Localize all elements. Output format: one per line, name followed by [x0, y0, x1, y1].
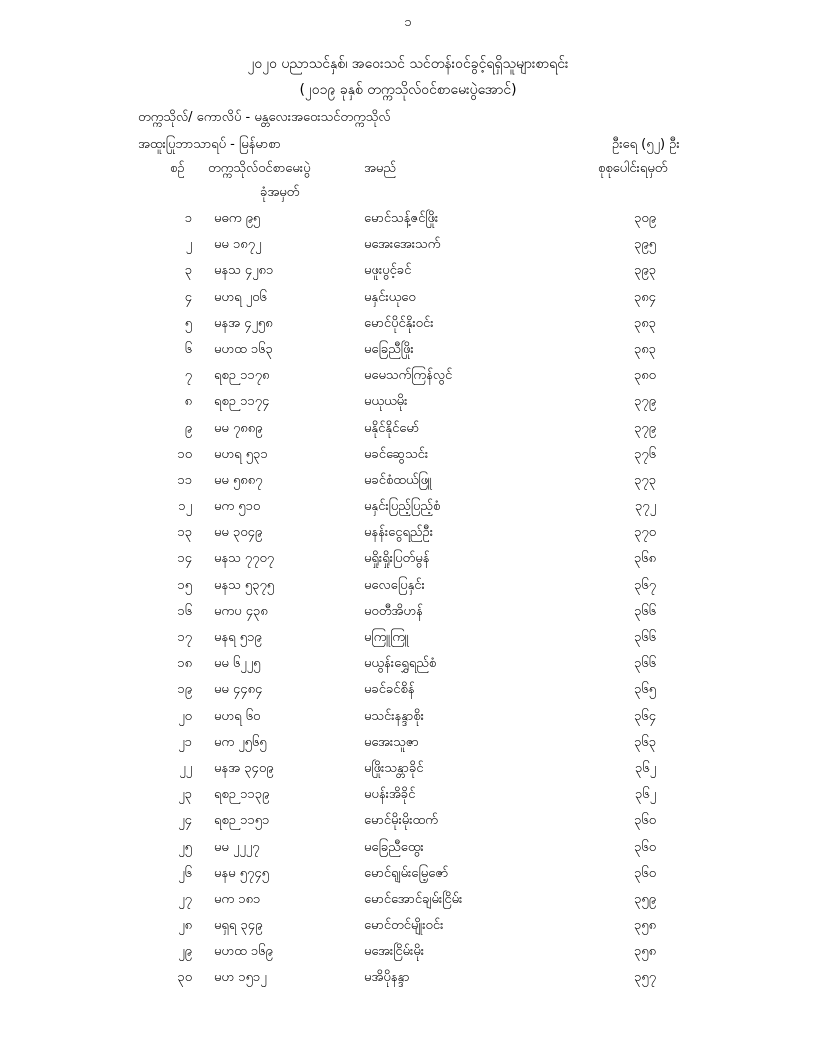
marks-cell: ၃၆၇ — [634, 577, 656, 593]
roll-number-cell: မဟ ၁၅၁၂ — [214, 970, 267, 986]
serial-no-cell: ၁၁ — [177, 472, 192, 488]
serial-no-cell: ၂၂ — [179, 760, 192, 776]
table-row — [0, 834, 816, 860]
serial-no-cell: ၂၀ — [178, 708, 192, 724]
name-cell: မောင်ပိုင်နိုးဝင်း — [364, 315, 434, 331]
serial-no-cell: ၁၅ — [177, 577, 192, 593]
serial-no-cell: ၂ — [185, 237, 192, 253]
marks-cell: ၃၇၃ — [634, 472, 656, 488]
header-roll-number: တက္ကသိုလ်ဝင်စာမေးပွဲ — [208, 161, 311, 176]
roll-number-cell: မဟထ ၁၆၉ — [214, 944, 273, 960]
table-row — [0, 545, 816, 571]
roll-number-cell: မက ၁၈၁ — [214, 891, 261, 907]
marks-cell: ၃၅၈ — [633, 918, 656, 934]
serial-no-cell: ၁၂ — [178, 499, 192, 515]
name-cell: မပန်းအိခိုင် — [364, 787, 416, 803]
roll-number-cell: မမ ၃၀၄၉ — [214, 525, 263, 541]
serial-no-cell: ၁ — [184, 211, 192, 226]
name-cell: မကြူကြူ — [364, 630, 409, 645]
table-row — [0, 388, 816, 414]
name-cell: မအေးသူဇာ — [364, 734, 419, 750]
name-cell: မသင်းနန္ဒာစိုး — [364, 708, 424, 724]
roll-number-cell: ရစဉ ၁၁၃၉ — [214, 787, 270, 803]
serial-no-cell: ၂၄ — [178, 813, 192, 829]
table-row — [0, 257, 816, 283]
results-table — [0, 205, 816, 991]
header-serial-no: စဉ် — [170, 161, 185, 176]
roll-number-cell: မက ၂၅၆၅ — [214, 734, 267, 750]
name-cell: မဖြိုးသန္တာခိုင် — [364, 760, 424, 776]
roll-number-cell: မမ ၆၂၂၅ — [214, 656, 261, 672]
name-cell: မနိုင်နိုင်မော် — [364, 420, 420, 436]
name-cell: မယွန်းရွှေရည်စံ — [364, 656, 437, 672]
serial-no-cell: ၁၆ — [177, 603, 192, 619]
name-cell: မနန်းငွေရည်ဦး — [364, 525, 433, 541]
marks-cell: ၃၇၉ — [634, 394, 656, 410]
roll-number-cell: မကပ ၄၃၈ — [214, 603, 268, 619]
name-cell: မောင်အောင်ချမ်းငြိမ်း — [364, 891, 463, 907]
roll-number-cell: ရစဉ ၁၁၇၄ — [214, 394, 270, 410]
document-title: ၂၀၂၀ ပညာသင်နှစ်၊ အဝေးသင် သင်တန်းဝင်ခွင့်ရရှိသူများစာရင်း — [247, 56, 569, 72]
header-name: အမည် — [364, 161, 396, 176]
serial-no-cell: ၁၃ — [177, 525, 192, 541]
roll-number-cell: မဓက ၉၅ — [214, 211, 261, 226]
table-row — [0, 284, 816, 310]
table-row — [0, 650, 816, 676]
name-cell: မလေပြေနှင်း — [364, 577, 425, 593]
name-cell: မအေးငြိမ်းမိုး — [364, 944, 425, 960]
roll-number-cell: မဟရ ၆၀ — [214, 708, 261, 724]
marks-cell: ၃၉၅ — [634, 237, 656, 253]
name-cell: မမေသက်ကြန်လွင် — [364, 368, 453, 384]
roll-number-cell: မဟထ ၁၆၃ — [214, 341, 273, 357]
roll-number-cell: ရစဉ ၁၁၇၈ — [214, 368, 270, 384]
serial-no-cell: ၁၇ — [177, 630, 192, 645]
table-row — [0, 231, 816, 257]
serial-no-cell: ၁၄ — [177, 551, 192, 567]
table-row — [0, 807, 816, 833]
table-row — [0, 912, 816, 938]
name-cell: မအေးအေးသက် — [364, 237, 441, 253]
name-cell: မဖူးပွင့်ခင် — [364, 263, 412, 279]
marks-cell: ၃၆၀ — [634, 813, 656, 829]
table-row — [0, 310, 816, 336]
marks-cell: ၃၈၀ — [633, 368, 656, 384]
name-cell: မခြေညီဖြိုး — [364, 341, 414, 357]
roll-number-cell: မနသ ၇၇၀၇ — [214, 551, 275, 567]
marks-cell: ၃၆၈ — [633, 551, 656, 567]
marks-cell: ၃၆၀ — [634, 839, 656, 855]
serial-no-cell: ၂၅ — [178, 839, 192, 855]
name-cell: မောင်မိုးမိုးထက် — [364, 813, 438, 829]
table-row — [0, 572, 816, 598]
serial-no-cell: ၁၉ — [177, 682, 192, 698]
marks-cell: ၃၅၉ — [634, 891, 656, 907]
marks-cell: ၃၅၈ — [633, 944, 656, 960]
marks-cell: ၃၇၉ — [634, 420, 656, 436]
serial-no-cell: ၁၀ — [177, 446, 192, 462]
table-row — [0, 598, 816, 624]
marks-cell: ၃၈၄ — [633, 289, 656, 305]
roll-number-cell: မနရ ၅၁၉ — [214, 630, 262, 645]
serial-no-cell: ၂၇ — [178, 891, 192, 907]
marks-cell: ၃၈၃ — [633, 315, 656, 331]
roll-number-cell: မမ ၁၈၇၂ — [214, 237, 262, 253]
name-cell: မခင်ဆွေသင်း — [364, 446, 429, 462]
name-cell: မခင်ခင်စိန် — [364, 682, 415, 698]
table-row — [0, 860, 816, 886]
table-row — [0, 886, 816, 912]
roll-number-cell: မက ၅၁၀ — [214, 499, 261, 515]
table-row — [0, 964, 816, 990]
header-total-marks: စုစုပေါင်းရမှတ် — [598, 161, 668, 176]
roll-number-cell: မနသ ၅၃၇၅ — [214, 577, 275, 593]
name-cell: မခြေညီထွေး — [364, 839, 424, 855]
name-cell: မရှိုးရှိုးပြတ်မွန် — [364, 551, 430, 567]
serial-no-cell: ၂၉ — [178, 944, 192, 960]
marks-cell: ၃၅၇ — [634, 970, 656, 986]
name-cell: မောင်တင်မျိုးဝင်း — [364, 918, 444, 934]
roll-number-cell: မနအ ၄၂၅၈ — [214, 315, 273, 331]
roll-number-cell: မမ ၂၂၂၇ — [214, 839, 260, 855]
table-row — [0, 755, 816, 781]
table-row — [0, 362, 816, 388]
serial-no-cell: ၆ — [184, 341, 192, 357]
serial-no-cell: ၄ — [184, 289, 192, 305]
marks-cell: ၃၀၉ — [634, 211, 656, 226]
table-row — [0, 703, 816, 729]
serial-no-cell: ၅ — [184, 315, 192, 331]
table-row — [0, 467, 816, 493]
serial-no-cell: ၂၁ — [178, 734, 192, 750]
table-row — [0, 938, 816, 964]
serial-no-cell: ၂၃ — [178, 787, 192, 803]
name-cell: မခင်စံထယ်ဖြူ — [364, 472, 432, 488]
marks-cell: ၃၆၀ — [634, 865, 656, 881]
roll-number-cell: မနအ ၃၄၀၉ — [214, 760, 274, 776]
name-cell: မအိပိုနန္ဒာ — [364, 970, 410, 986]
serial-no-cell: ၂၆ — [178, 865, 192, 881]
table-row — [0, 519, 816, 545]
marks-cell: ၃၇၆ — [634, 446, 656, 462]
serial-no-cell: ၂၈ — [178, 918, 192, 934]
roll-number-cell: မနမ ၅၇၄၅ — [214, 865, 269, 881]
marks-cell: ၃၆၂ — [634, 760, 656, 776]
name-cell: မယုယမိုး — [364, 394, 408, 410]
table-row — [0, 205, 816, 231]
name-cell: မနှင်းပြည့်ပြည့်စံ — [364, 499, 441, 515]
marks-cell: ၃၉၃ — [634, 263, 656, 279]
marks-cell: ၃၆၆ — [634, 603, 656, 619]
university-line: တက္ကသိုလ်/ ကောလိပ် - မန္တလေးအဝေးသင်တက္ကသိုလ် — [138, 110, 391, 125]
table-row — [0, 676, 816, 702]
table-row — [0, 415, 816, 441]
marks-cell: ၃၇၂ — [634, 499, 656, 515]
page-number: ၁ — [404, 15, 412, 30]
subject-line: အထူးပြုဘာသာရပ် - မြန်မာစာ — [138, 137, 281, 152]
name-cell: မောင်သန့်ဇင်ဖြိုး — [364, 211, 439, 226]
marks-cell: ၃၆၂ — [634, 787, 656, 803]
marks-cell: ၃၆၄ — [634, 708, 656, 724]
marks-cell: ၃၆၃ — [634, 734, 656, 750]
serial-no-cell: ၈ — [184, 394, 192, 410]
table-row — [0, 493, 816, 519]
header-roll-number-line2: ခုံအမှတ် — [260, 185, 300, 200]
total-count: ဦးရေ (၅၂) ဦး — [612, 137, 680, 152]
serial-no-cell: ၉ — [184, 420, 192, 436]
roll-number-cell: မမ ၄၄၈၄ — [214, 682, 263, 698]
marks-cell: ၃၈၃ — [633, 341, 656, 357]
name-cell: မောင်ရျမ်းမြေ့ဇော် — [364, 865, 449, 881]
serial-no-cell: ၃၀ — [177, 970, 192, 986]
table-row — [0, 729, 816, 755]
table-row — [0, 624, 816, 650]
serial-no-cell: ၃ — [184, 263, 192, 279]
roll-number-cell: မဟရ ၂၀၆ — [214, 289, 267, 305]
marks-cell: ၃၇၀ — [634, 525, 656, 541]
table-row — [0, 336, 816, 362]
roll-number-cell: မဟရ ၅၃၁ — [214, 446, 268, 462]
table-row — [0, 441, 816, 467]
roll-number-cell: မမ ၇၈၈၉ — [214, 420, 263, 436]
serial-no-cell: ၁၈ — [177, 656, 192, 672]
table-row — [0, 781, 816, 807]
roll-number-cell: ရစဉ ၁၁၅၁ — [214, 813, 270, 829]
marks-cell: ၃၆၆ — [634, 656, 656, 672]
roll-number-cell: မမ ၅၈၈၇ — [214, 472, 263, 488]
serial-no-cell: ၇ — [184, 368, 192, 384]
marks-cell: ၃၆၆ — [634, 630, 656, 645]
marks-cell: ၃၆၅ — [634, 682, 656, 698]
name-cell: မဝတီအိဟန် — [364, 603, 423, 619]
roll-number-cell: မရှရ ၃၄၉ — [214, 918, 263, 934]
roll-number-cell: မနသ ၄၂၈၁ — [214, 263, 274, 279]
document-subtitle: (၂၀၁၉ ခုနှစ် တက္ကသိုလ်ဝင်စာမေးပွဲအောင်) — [299, 82, 517, 98]
name-cell: မနှင်းယုဝေ — [364, 289, 416, 305]
